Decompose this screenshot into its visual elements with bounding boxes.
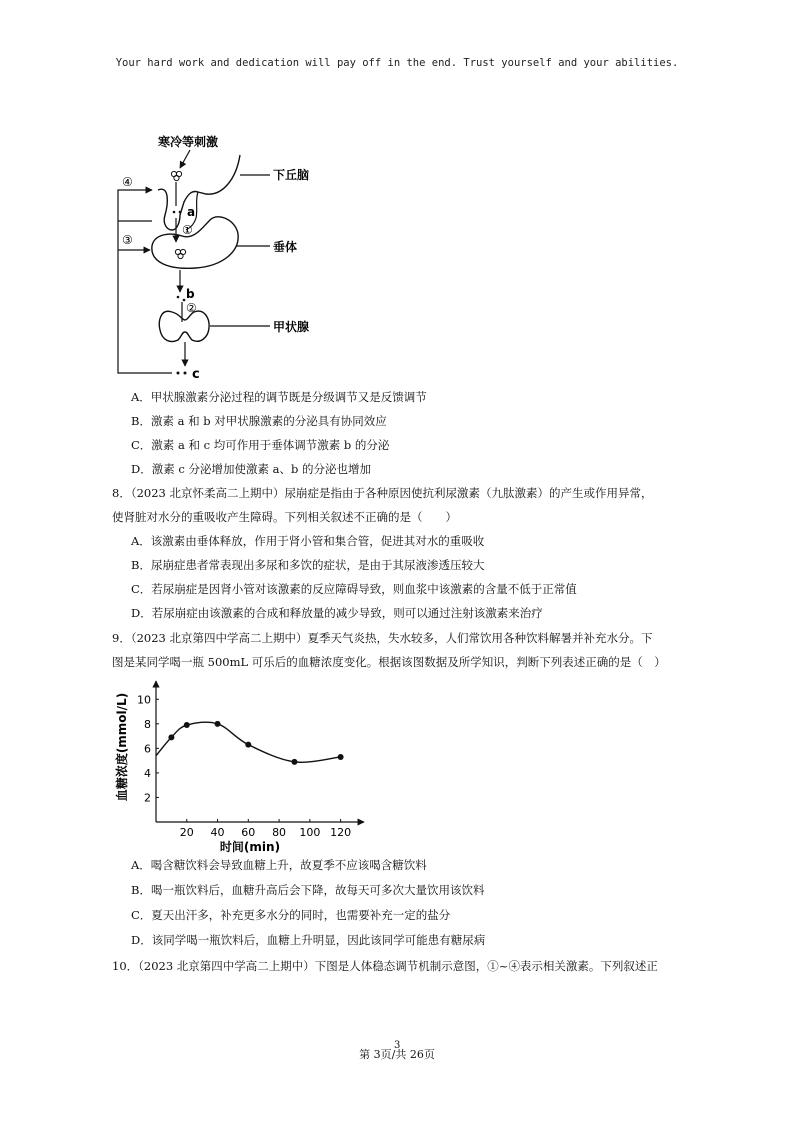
- data-point: [184, 722, 190, 728]
- y-tick-label: 10: [137, 693, 151, 707]
- y-tick-label: 2: [144, 791, 151, 805]
- q8-option-c: C．若尿崩症是因肾小管对该激素的反应障碍导致，则血浆中该激素的含量不低于正常值: [131, 582, 577, 596]
- num-2-label: ②: [186, 301, 197, 315]
- data-point: [291, 759, 297, 765]
- x-tick-label: 80: [272, 826, 287, 839]
- x-tick-label: 120: [330, 826, 352, 839]
- x-tick-label: 20: [179, 826, 194, 839]
- x-tick-label: 40: [210, 826, 225, 839]
- q7-option-d: D．激素 c 分泌增加使激素 a、b 的分泌也增加: [131, 462, 371, 476]
- q10-stem-line1: 10．（2023 北京第四中学高二上期中）下图是人体稳态调节机制示意图，①~④表示相关激素。下列叙述正: [112, 959, 658, 973]
- q7-option-a: A．甲状腺激素分泌过程的调节既是分级调节又是反馈调节: [131, 390, 427, 404]
- q8-stem-line1: 8．（2023 北京怀柔高二上期中）尿崩症是指由于各种原因使抗利尿激素（九肽激素）的产生或作用异常，: [112, 486, 653, 500]
- q8-option-a: A．该激素由垂体释放，作用于肾小管和集合管，促进其对水的重吸收: [131, 534, 485, 548]
- hormone-c-label: c: [192, 367, 200, 382]
- page-footer: 第 3页/共 26页: [359, 1048, 435, 1061]
- hormone-b-label: b: [186, 287, 195, 301]
- q8-stem-line2: 使肾脏对水分的重吸收产生障碍。下列相关叙述不正确的是（ ）: [112, 510, 457, 524]
- thyroid-label: 甲状腺: [273, 320, 310, 334]
- data-point: [168, 734, 174, 740]
- data-point: [245, 742, 251, 748]
- x-tick-label: 100: [299, 826, 321, 839]
- y-tick-label: 4: [144, 766, 151, 780]
- q9-stem-line1: 9．（2023 北京第四中学高二上期中）夏季天气炎热，失水较多，人们常饮用各种饮料解暑并补充水分。下: [112, 631, 653, 645]
- page-header-motto: Your hard work and dedication will pay off in the end. Trust yourself and your abilities.: [115, 57, 679, 69]
- q9-stem-line2: 图是某同学喝一瓶 500mL 可乐后的血糖浓度变化。根据该图数据及所学知识，判断下列表述正确的是（ ）: [112, 655, 666, 669]
- hypothalamus-cells: [171, 171, 181, 180]
- q7-option-b: B．激素 a 和 b 对甲状腺激素的分泌具有协同效应: [131, 414, 387, 428]
- data-point: [338, 754, 344, 760]
- chart-y-axis-label: 血糖浓度(mmol/L): [115, 692, 129, 802]
- num-1-label: ①: [182, 223, 193, 237]
- pituitary-cells: [175, 249, 185, 258]
- pituitary-label: 垂体: [273, 240, 298, 254]
- hypothalamus-label: 下丘脑: [273, 168, 310, 182]
- q7-option-c: C．激素 a 和 c 均可作用于垂体调节激素 b 的分泌: [131, 438, 390, 452]
- x-tick-label: 60: [241, 826, 256, 839]
- stimulus-label: 寒冷等刺激: [158, 135, 219, 149]
- q8-option-d: D．若尿崩症由该激素的合成和释放量的减少导致，则可以通过注射该激素来治疗: [131, 606, 543, 620]
- q9-option-a: A．喝含糖饮料会导致血糖上升，故夏季不应该喝含糖饮料: [131, 858, 427, 872]
- num-3-label: ③: [122, 233, 133, 247]
- y-tick-label: 6: [144, 742, 151, 756]
- q8-option-b: B．尿崩症患者常表现出多尿和多饮的症状，是由于其尿液渗透压较大: [131, 558, 485, 572]
- data-point: [215, 721, 221, 727]
- y-tick-label: 8: [144, 717, 151, 731]
- q9-option-c: C．夏天出汗多，补充更多水分的同时，也需要补充一定的盐分: [131, 908, 451, 922]
- hormone-a-label: a: [187, 205, 196, 219]
- q9-option-b: B．喝一瓶饮料后，血糖升高后会下降，故每天可多次大量饮用该饮料: [131, 883, 485, 897]
- chart-x-axis-label: 时间(min): [219, 840, 281, 854]
- thyroid-regulation-diagram: [110, 130, 340, 385]
- num-4-label: ④: [122, 175, 133, 189]
- page-number-small: 3: [394, 1040, 401, 1051]
- q9-option-d: D．该同学喝一瓶饮料后，血糖上升明显，因此该同学可能患有糖尿病: [131, 933, 486, 947]
- blood-glucose-chart: [110, 677, 370, 857]
